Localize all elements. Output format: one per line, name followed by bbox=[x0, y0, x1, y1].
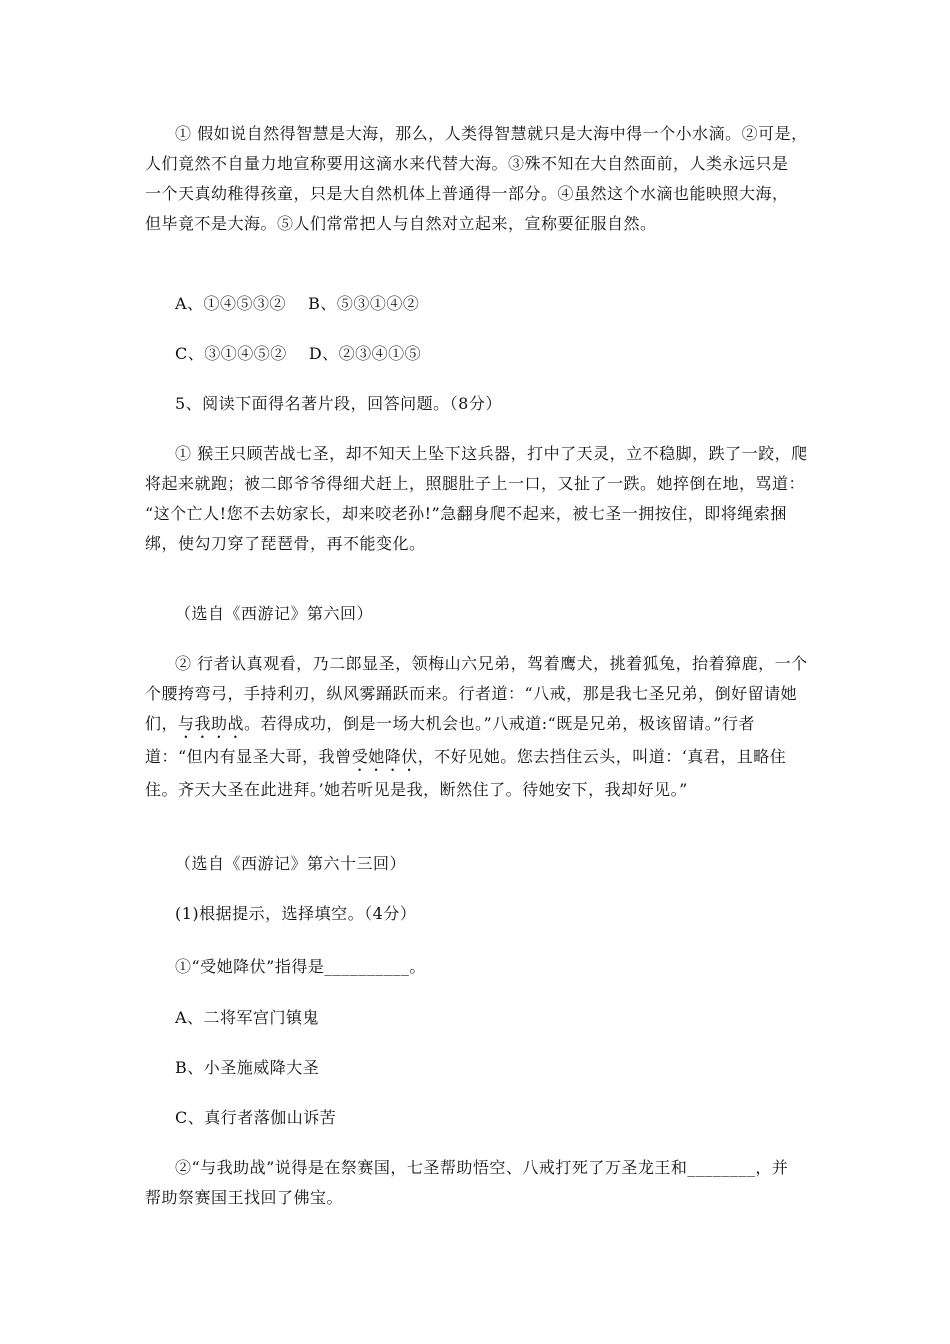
passage-line: 但毕竟不是大海。⑤人们常常把人与自然对立起来，宣称要征服自然。 bbox=[145, 214, 657, 233]
passage-line: 一个天真幼稚得孩童，只是大自然机体上普通得一部分。④虽然这个水滴也能映照大海， bbox=[145, 184, 789, 203]
excerpt-line: ② 行者认真观看，乃二郎显圣，领梅山六兄弟，驾着鹰犬，挑着狐兔，抬着獐鹿，一个 bbox=[175, 654, 808, 673]
options-row bbox=[175, 289, 815, 319]
question-heading bbox=[175, 389, 815, 419]
subquestion-text: (1)根据提示，选择填空。（4分） bbox=[175, 904, 417, 923]
excerpt-line: “这个亡人!您不去妨家长，却来咬老孙!”急翻身爬不起来，被七圣一拥按住，即将绳索捆 bbox=[145, 504, 787, 523]
source-citation bbox=[175, 849, 815, 879]
subquestion-item bbox=[145, 1153, 810, 1213]
excerpt-paragraph bbox=[145, 439, 810, 559]
passage-line: ① 假如说自然得智慧是大海，那么，人类得智慧就只是大海中得一个小水滴。②可是， bbox=[175, 124, 808, 143]
emphasized-phrase: 受她降伏 bbox=[351, 747, 418, 766]
excerpt-line: 住。齐天大圣在此进拜。’她若听见是我，断然住了。待她安下，我却好见。” bbox=[145, 780, 688, 799]
excerpt-line: 个腰挎弯弓，手持利刃，纵风雾踊跃而来。行者道：“八戒，那是我七圣兄弟，倒好留请她 bbox=[145, 684, 798, 703]
options-text: A、①④⑤③② B、⑤③①④② bbox=[175, 294, 420, 313]
emphasized-phrase: 与我助战 bbox=[178, 714, 245, 733]
passage-line: 人们竟然不自量力地宣称要用这滴水来代替大海。③殊不知在大自然面前，人类永远只是 bbox=[145, 154, 789, 173]
subquestion-line: ②“与我助战”说得是在祭赛国，七圣帮助悟空、八戒打死了万圣龙王和________，并 bbox=[175, 1158, 789, 1177]
source-text: （选自《西游记》第六回） bbox=[175, 604, 374, 623]
excerpt-line: ① 猴王只顾苦战七圣，却不知天上坠下这兵器，打中了天灵，立不稳脚，跌了一跤，爬 bbox=[175, 444, 808, 463]
subquestion-item bbox=[175, 952, 815, 982]
option-text: A、二将军宫门镇鬼 bbox=[175, 1008, 320, 1027]
source-text: （选自《西游记》第六十三回） bbox=[175, 854, 407, 873]
option-text: B、小圣施威降大圣 bbox=[175, 1058, 320, 1077]
excerpt-text: 们， bbox=[145, 714, 179, 733]
excerpt-line: 绑，使勾刀穿了琵琶骨，再不能变化。 bbox=[145, 534, 426, 553]
excerpt-line bbox=[145, 742, 810, 775]
excerpt-text: 。若得成功，倒是一场大机会也。”八戒道:“既是兄弟，极该留请。”行者 bbox=[244, 714, 755, 733]
excerpt-paragraph bbox=[145, 649, 810, 805]
excerpt-line: 将起来就跑；被二郎爷爷得细犬赶上，照腿肚子上一口，又扯了一跌。她捽倒在地，骂道： bbox=[145, 474, 806, 493]
answer-option bbox=[175, 1103, 815, 1133]
subquestion-heading bbox=[175, 899, 815, 929]
subquestion-line: 帮助祭赛国王找回了佛宝。 bbox=[145, 1188, 344, 1207]
subquestion-text: ①“受她降伏”指得是__________。 bbox=[175, 957, 426, 976]
source-citation bbox=[175, 599, 815, 629]
excerpt-line bbox=[145, 709, 810, 742]
excerpt-text: 道：“但内有显圣大哥，我曾 bbox=[145, 747, 352, 766]
option-text: C、真行者落伽山诉苦 bbox=[175, 1108, 337, 1127]
answer-option bbox=[175, 1053, 815, 1083]
question-text: 5、阅读下面得名著片段，回答问题。（8分） bbox=[175, 394, 502, 413]
options-text: C、③①④⑤② D、②③④①⑤ bbox=[175, 344, 422, 363]
answer-option bbox=[175, 1003, 815, 1033]
passage-paragraph bbox=[145, 119, 810, 239]
excerpt-text: ，不好见她。您去挡住云头，叫道：‘真君，且略住 bbox=[417, 747, 787, 766]
options-row bbox=[175, 339, 815, 369]
